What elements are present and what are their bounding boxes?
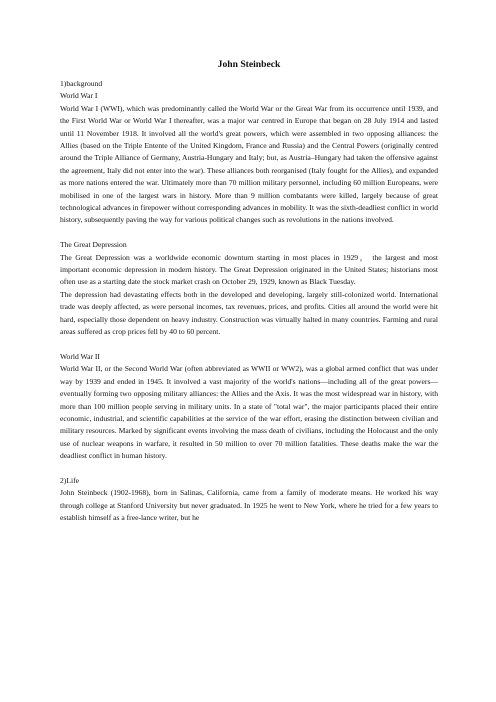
paragraph-great-depression-1: The Great Depression was a worldwide economic downturn starting in most places in 1929， the largest and most important economic depression in modern history. The Great Depression originated in the United States; historians most often use as a starting date the stock market crash on October 29, 1929, known as Black Tuesday.: [60, 252, 438, 287]
paragraph-great-depression-2: The depression had devastating effects both in the developed and developing, largely still-colonized world. International trade was deeply affected, as were personal incomes, tax revenues, prices, and profits. Cities all around the world were hit hard, especially those dependent on heavy industry. Construction was virtually halted in many countries. Farming and rural areas suffered as crop prices fell by 40 to 60 percent.: [60, 289, 438, 337]
heading-world-war-ii: World War II: [60, 351, 100, 361]
paragraph-world-war-i: World War I (WWI), which was predominantly called the World War or the Great War from its occurrence until 1939, and the First World War or World War I thereafter, was a major war centred in Europe that began on 28 July 1914 and lasted until 11 November 1918. It involved all the world's great powers, which were assembled in two opposing alliances: the Allies (based on the Triple Entente of the United Kingdom, France and Russia) and the Central Powers (originally centred around the Triple Alliance of Germany, Austria-Hungary and Italy; but, as Austria–Hungary had taken the offensive against the agreement, Italy did not enter into the war). These alliances both reorganised (Italy fought for the Allies), and expanded as more nations entered the war. Ultimately more than 70 million military personnel, including 60 million Europeans, were mobilised in one of the largest wars in history. More than 9 million combatants were killed, largely because of great technological advances in firepower without corresponding advances in mobility. It was the sixth-deadliest conflict in world history, subsequently paving the way for various political changes such as revolutions in the nations involved.: [60, 103, 438, 225]
section-heading-life: 2)Life: [60, 475, 79, 485]
section-heading-background: 1)background: [60, 79, 103, 88]
document-page: [60, 58, 438, 525]
heading-world-war-i: World War I: [60, 91, 98, 101]
paragraph-world-war-ii: World War II, or the Second World War (often abbreviated as WWII or WW2), was a global armed conflict that was under way by 1939 and ended in 1945. It involved a vast majority of the world's nations—including all of the great powers—eventually forming two opposing military alliances: the Allies and the Axis. It was the most widespread war in history, with more than 100 million people serving in military units. In a state of "total war", the major participants placed their entire economic, industrial, and scientific capabilities at the service of the war effort, erasing the distinction between civilian and military resources. Marked by significant events involving the mass death of civilians, including the Holocaust and the only use of nuclear weapons in warfare, it resulted in 50 million to over 70 million fatalities. These deaths make the war the deadliest conflict in human history.: [60, 364, 438, 461]
heading-great-depression: The Great Depression: [60, 240, 127, 250]
paragraph-life: John Steinbeck (1902-1968), born in Salinas, California, came from a family of moderate means. He worked his way through college at Stanford University but never graduated. In 1925 he went to New York, where he tried for a few years to establish himself as a free-lance writer, but he: [60, 488, 438, 523]
document-title: John Steinbeck: [217, 59, 281, 70]
